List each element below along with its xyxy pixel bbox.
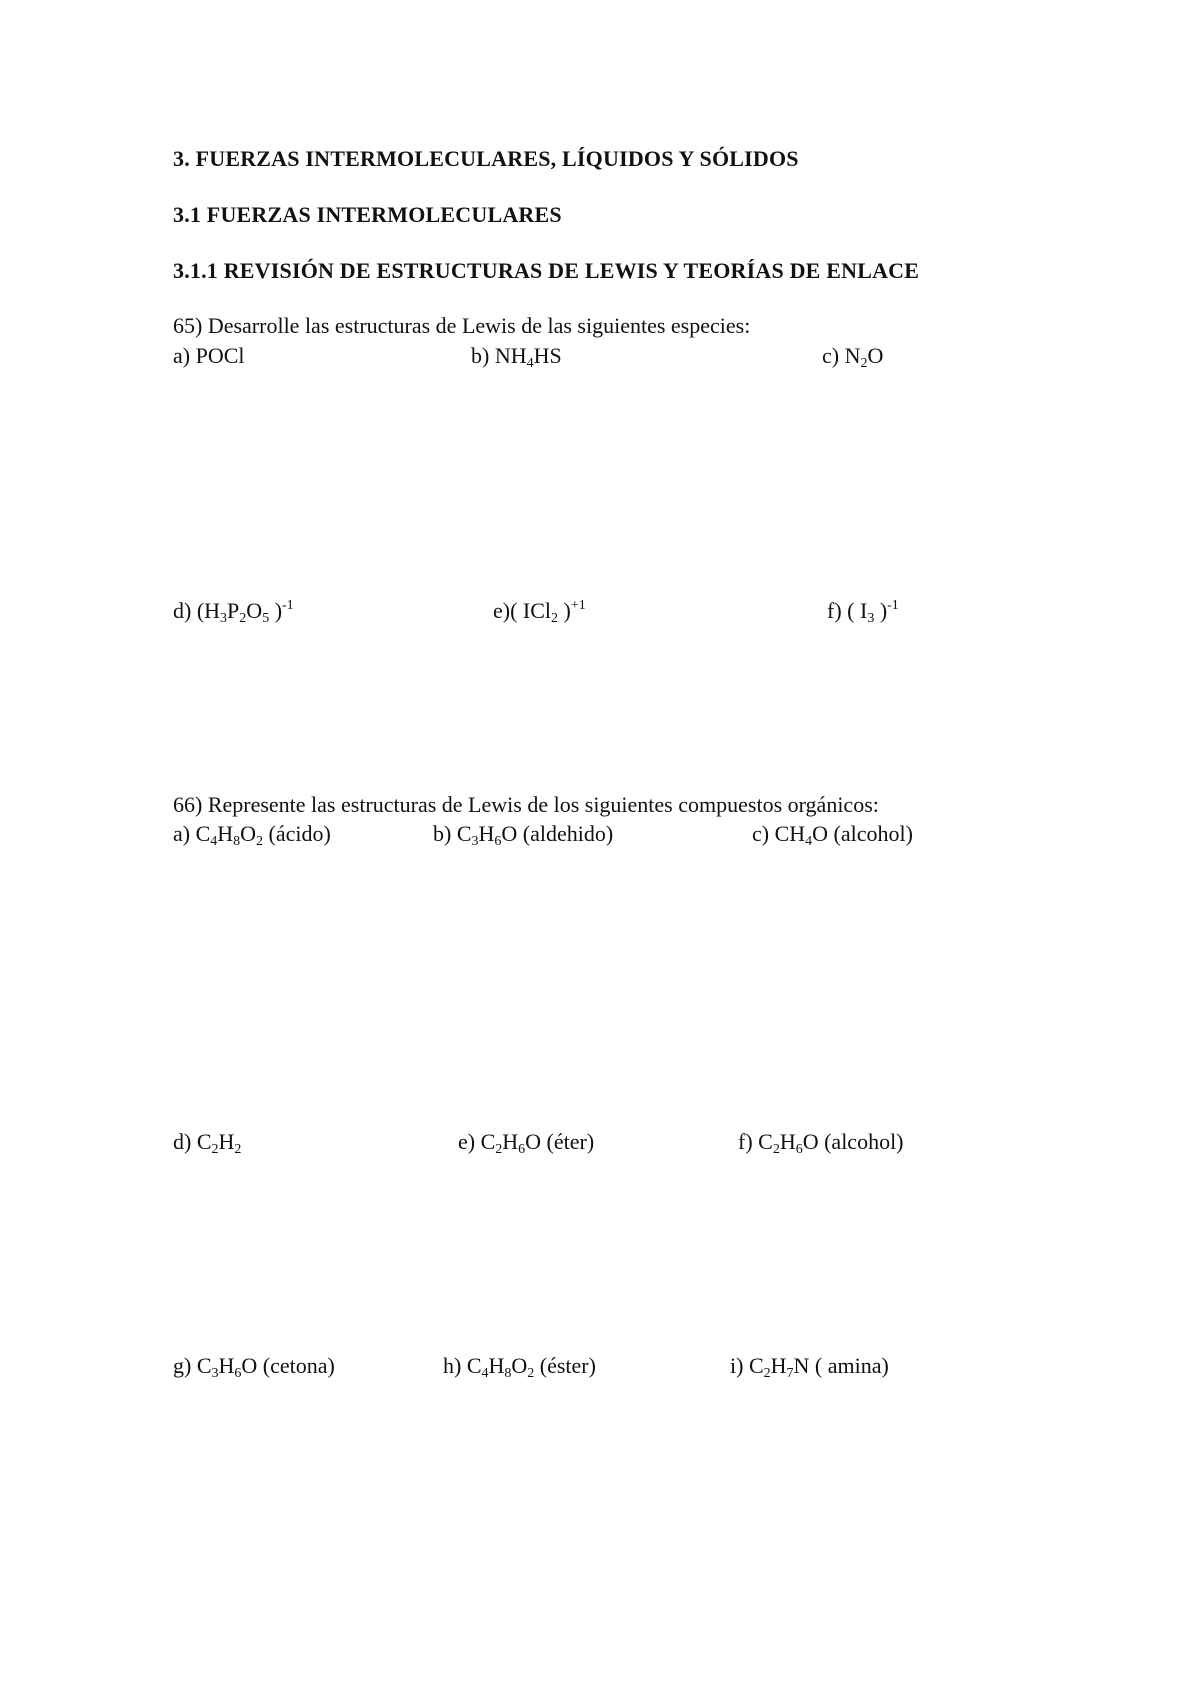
subsection-title: 3.1.1 REVISIÓN DE ESTRUCTURAS DE LEWIS Y TEORÍAS DE ENLACE (173, 258, 920, 283)
q65-item-e: e)( ICl$_2$ )$^{+1}$ (493, 598, 586, 626)
q66-item-g: g) $C_3H_6O$ (cetona) (173, 1353, 335, 1381)
chapter-title: 3. FUERZAS INTERMOLECULARES, LÍQUIDOS Y SÓLIDOS (173, 146, 799, 171)
q66-item-d: d) $C_2H_2$ (173, 1129, 242, 1157)
question-66-prompt: 66) Represente las estructuras de Lewis de los siguientes compuestos orgánicos: (173, 792, 879, 817)
q66-item-h: h) $C_4H_8O_2$ (éster) (443, 1353, 596, 1381)
q66-item-i: i) $C_2H_7N$ ( amina) (730, 1353, 889, 1381)
q65-item-a: a) POCl (173, 343, 245, 368)
q65-item-b: b) $NH_4HS$ (471, 343, 562, 371)
question-65-prompt: 65) Desarrolle las estructuras de Lewis de las siguientes especies: (173, 313, 751, 338)
q66-item-b: b) $C_3H_6O$ (aldehido) (433, 821, 614, 849)
section-title: 3.1 FUERZAS INTERMOLECULARES (173, 202, 562, 227)
q66-item-f: f) $C_2H_6O$ (alcohol) (738, 1129, 904, 1157)
q66-item-e: e) $C_2H_6O$ (éter) (458, 1129, 595, 1157)
q66-item-c: c) $CH_4O$ (alcohol) (752, 821, 913, 849)
q66-item-a: a) $C_4H_8O_2$ (ácido) (173, 821, 331, 849)
q65-item-c: c) $N_2O$ (822, 343, 884, 371)
q65-item-d: d) ($H_3P_2O_5$ )$^{-1}$ (173, 598, 294, 626)
q65-item-f: f) ( $I_3$ )$^{-1}$ (827, 598, 899, 626)
